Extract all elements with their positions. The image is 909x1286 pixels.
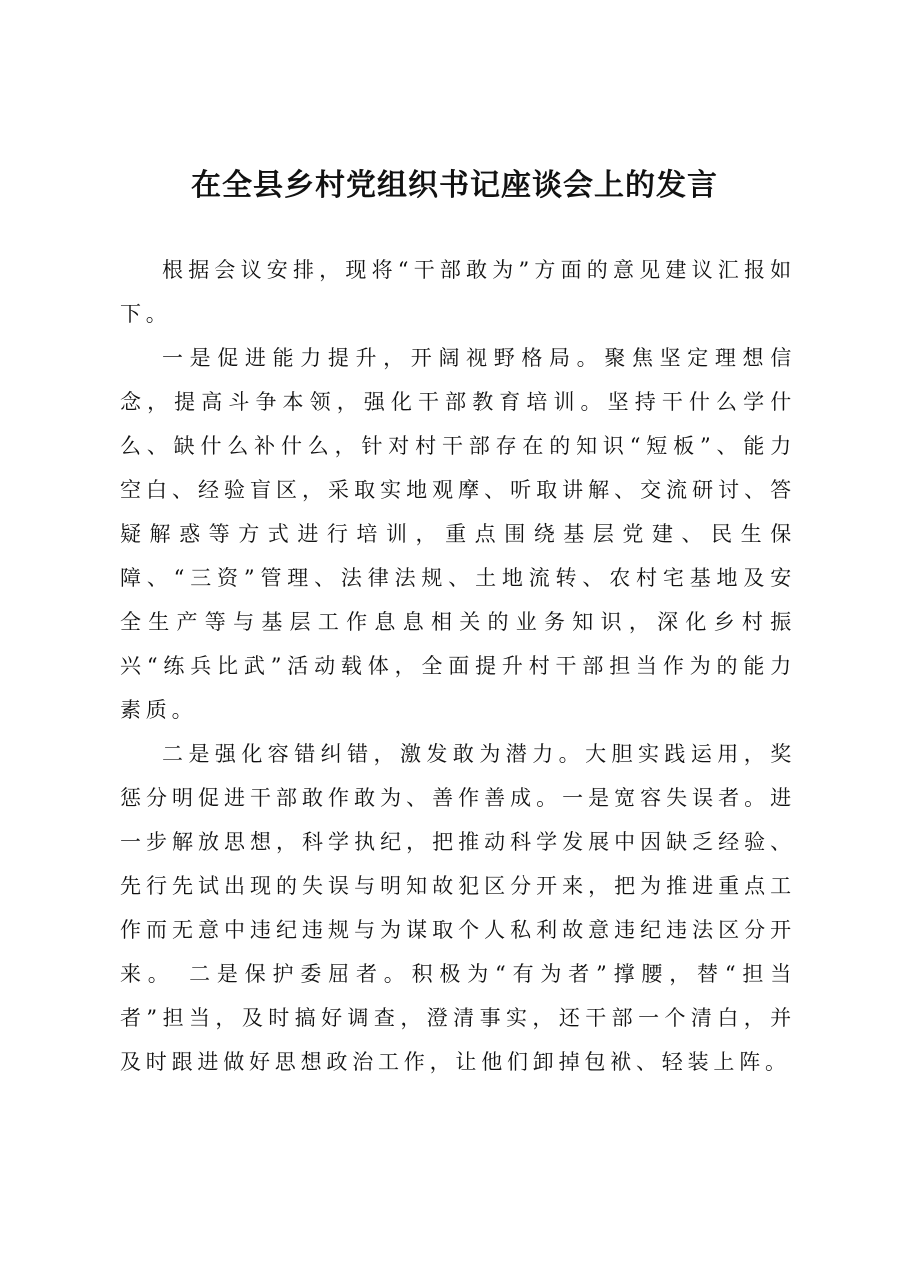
document-body bbox=[120, 248, 796, 1084]
paragraph-point-two: 二是强化容错纠错，激发敢为潜力。大胆实践运用，奖惩分明促进干部敢作敢为、善作善成。一是宽容失误者。进一步解放思想，科学执纪，把推动科学发展中因缺乏经验、先行先试出现的失误与明知故犯区分开来，把为推进重点工作而无意中违纪违规与为谋取个人私利故意违纪违法区分开来。 二是保护委屈者。积极为“有为者”撑腰，替“担当者”担当，及时搞好调查，澄清事实，还干部一个清白，并及时跟进做好思想政治工作，让他们卸掉包袱、轻装上阵。 bbox=[120, 742, 796, 1074]
document-title: 在全县乡村党组织书记座谈会上的发言 bbox=[191, 168, 718, 203]
paragraph-intro: 根据会议安排，现将“干部敢为”方面的意见建议汇报如下。 bbox=[120, 258, 796, 326]
paragraph-point-one: 一是促进能力提升，开阔视野格局。聚焦坚定理想信念，提高斗争本领，强化干部教育培训。坚持干什么学什么、缺什么补什么，针对村干部存在的知识“短板”、能力空白、经验盲区，采取实地观摩、听取讲解、交流研讨、答疑解惑等方式进行培训，重点围绕基层党建、民生保障、“三资”管理、法律法规、土地流转、农村宅基地及安全生产等与基层工作息息相关的业务知识，深化乡村振兴“练兵比武”活动载体，全面提升村干部担当作为的能力素质。 bbox=[120, 346, 796, 722]
